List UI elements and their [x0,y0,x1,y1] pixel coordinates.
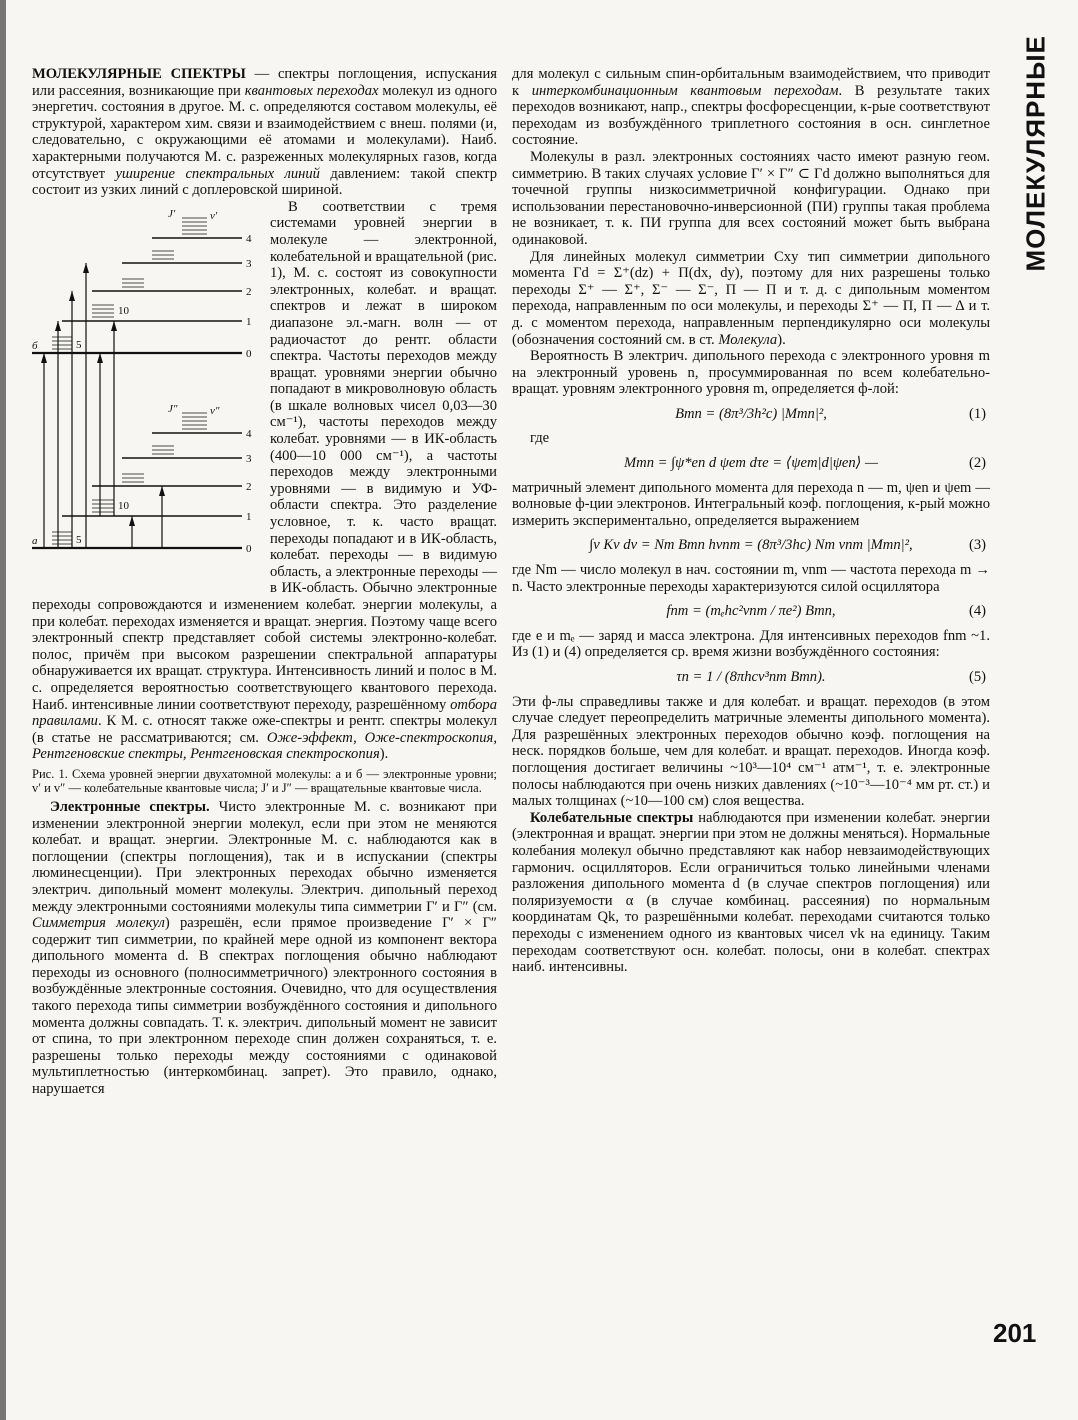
paragraph-vibrational: Колебательные спектры наблюдаются при изменении колебат. энергии (электронная и вращат. энергии при этом не должны меняться). Нормальные колебания молекул обычно представляют как набор невзаимодействующих гармонич. осцилляторов. Если ограничиться только линейными членами разложения дипольного момента d (в случае спектров поглощения) или поляризуемости α (в случае комбинац. рассеяния) по нормальным координатам Qk, то разрешёнными колебат. переходами считаются только переходы с изменением одного из квантовых чисел vk на единицу. Таким переходам соответствуют осн. колебат. полосы, они в колебат. спектрах наиб. интенсивны. [512,809,991,976]
v-lower-label: v″ [210,404,220,417]
link-molecule[interactable]: Молекула [718,331,778,348]
equation-2-number: (2) [968,455,986,472]
paragraph-probability: Вероятность B электрич. дипольного перехода с электронного уровня m на электронный уровень n, просуммированная по всем колебательно-вращат. уровням электронного уровня m, определяется ф-лой: [512,348,990,398]
paragraph-electronic: Электронные спектры. Чисто электронные М. с. возникают при изменении электронной энергии молекул, если при этом не меняются колебат. и вращат. энергии. Электронные М. с. наблюдаются как в поглощении (спектры поглощения), так и в испускании (спектры люминесценции). При электронных переходах обычно изменяется электрич. дипольный момент молекулы. Электрич. дипольный переход между электронными состояниями молекулы типа симметрии Γ′ и Γ″ (см. Симметрия молекул) разрешён, если прямое произведение Γ′ × Γ″ содержит тип симметрии, по крайней мере одной из компонент вектора дипольного момента d. В спектрах поглощения обычно наблюдают переходы из основного (полносимметричного) электронного состояния в возбуждённые электронные состояния. Очевидно, что для осуществления такого перехода типы симметрии возбуждённого состояния и дипольного момента должны совпадать. Т. к. электрич. дипольный момент не зависит от спина, то при электронном переходе спин должен сохраняться, т. е. разрешены только переходы между состояниями с одинаковой мультиплетностью (интеркомбинац. запрет). Это правило, однако, нарушается [32,798,498,1098]
v-upper-4: 4 [246,232,252,245]
j-number-upper-10: 10 [118,304,129,317]
sidebar-title: МОЛЕКУЛЯРНЫЕ [1020,35,1051,272]
link-selection-rules[interactable]: отбора правилами [32,696,497,730]
sidebar-heading [1008,35,1064,282]
state-b-label: б [32,339,38,352]
j-number-upper-5: 5 [76,338,82,351]
paragraph-lifetime: где e и mₑ — заряд и масса электрона. Для интенсивных переходов fnm ~1. Из (1) и (4) определяется ср. время жизни возбуждённого состояния: [512,627,990,661]
equation-1-number: (1) [968,405,986,422]
section-heading-vibrational: Колебательные спектры [530,809,694,826]
v-upper-label: v′ [210,209,218,222]
paragraph-matrix-element: матричный элемент дипольного момента для перехода n — m, ψen и ψem — волновые ф-ции электронов. Интегральный коэф. поглощения, к-рый можно измерить экспериментально, определяется выражением [512,479,990,529]
figure-energy-levels [32,203,262,593]
link-auger[interactable]: Оже-эффект, Оже-спектроскопия, Рентгеновские спектры, Рентгеновская спектроскопия [32,729,497,763]
equation-4-number: (4) [968,603,986,620]
j-number-10: 10 [118,499,129,512]
v-lower-2: 2 [246,480,252,493]
word-where: где [530,430,550,447]
link-quantum-transitions[interactable]: квантовых переходах [244,82,379,99]
paragraph-levels: а б 0 1 2 3 4 0 1 2 3 4 v′ v″ J′ J″ 5 10 5 10 В соответствии с тремя системами уровней энергии в молекуле — электронной, колебательной и вращательной (рис. 1), М. с. состоят из совокупности электронных, колебат. и вращат. спектров и лежат в широком диапазоне эл.-магн. волн — от радиочастот до рентг. области спектра. Частоты переходов между вращат. уровнями энергии обычно попадают в микроволновую область (в шкале волновых чисел 0,03—30 см⁻¹), частоты переходов между колебат. уровнями — в ИК-область (400—10 000 см⁻¹), а частоты переходов между электронными уровнями — в видимую и УФ-области спектра. Это разделение условное, т. к. часто вращат. переходы попадают и в ИК-область, колебат. переходы — в видимую область, а электронные переходы — в ИК-область. Обычно электронные переходы сопровождаются и изменением колебат. энергии молекулы, а при колебат. переходах изменяется и вращат. энергия. Поэтому чаще всего электронный спектр представляет собой системы электронно-колебат. полос, причём при высоком разрешении спектральной аппаратуры обнаруживается их вращат. структура. Интенсивность линий и полос в М. с. определяется вероятностью соответствующего квантового перехода. Наиб. интенсивные линии соответствуют переходу, разрешённому отбора правилами. К М. с. относят также оже-спектры и рентг. спектры молекул (в статье не рассматриваются; см. Оже-эффект, Оже-спектроскопия, Рентгеновские спектры, Рентгеновская спектроскопия). [32,198,498,763]
equation-1: Bmn = (8π³/3h²c) |Mmn|², (1) [675,405,986,422]
link-symmetry[interactable]: Симметрия молекул [32,915,165,932]
equation-4: fnm = (mₑhc²νnm / πe²) Bmn, (4) [666,603,986,620]
equation-5-number: (5) [968,669,986,685]
right-column [512,66,990,976]
j-upper-label: J′ [168,207,176,220]
equation-3-number: (3) [968,537,986,554]
j-number-0: 5 [76,533,82,546]
v-lower-1: 1 [246,510,252,523]
link-line-broadening[interactable]: уширение спектральных линий [115,165,320,182]
article-title: МОЛЕКУЛЯРНЫЕ СПЕКТРЫ [32,66,246,82]
v-upper-1: 1 [246,315,252,328]
paragraph-linear: Для линейных молекул симметрии Cxy тип симметрии дипольного момента Γd = Σ⁺(dz) + Π(dx, dy), поэтому для них разрешены только переходы Σ⁺ — Σ⁺, Σ⁻ — Σ⁻, Π — Π и т. д. с дипольным моментом перехода, направленным по оси молекулы, и переходы Σ⁺ — Π, Π — Δ и т. д. с моментом перехода, направленным перпендикулярно оси молекулы (обозначения состояний см. в ст. Молекула). [512,248,990,348]
link-intercombination[interactable]: интеркомбинационным квантовым переходам [531,82,839,99]
paragraph-oscillator: где Nm — число молекул в нач. состоянии m, νnm — частота перехода m → n. Часто электронные переходы характеризуются силой осциллятора [512,562,990,595]
v-lower-3: 3 [246,452,252,465]
figure-caption: Рис. 1. Схема уровней энергии двухатомной молекулы: а и б — электронные уровни; v′ и v″ — колебательные квантовые числа; J′ и J″ — вращательные квантовые числа. [32,766,497,795]
paragraph-spin-orbit: для молекул с сильным спин-орбитальным взаимодействием, что приводит к интеркомбинационным квантовым переходам. В результате таких переходов возникают, напр., спектры фосфоресценции, к-рые соответствуют переходам из возбуждённого триплетного состояния в осн. синглетное состояние. [512,66,990,149]
v-lower-0: 0 [246,542,252,555]
page-edge-shadow [0,0,6,1420]
v-lower-4: 4 [246,427,252,440]
v-upper-0: 0 [246,347,252,360]
equation-5: τn = 1 / (8πhcν³nm Bmn). (5) [676,669,986,685]
section-heading-electronic: Электронные спектры. [50,798,210,815]
state-a-label: а [32,534,38,547]
v-upper-3: 3 [246,257,252,270]
equation-2: Mmn = ∫ψ*en d ψem dτe = ⟨ψem|d|ψen⟩ — (2) [624,455,986,472]
paragraph-geometry: Молекулы в разл. электронных состояниях часто имеют разную геом. симметрию. В таких случаях условие Γ′ × Γ″ ⊂ Γd должно выполняться для точечной группы низкосимметричной конфигурации. Однако при использовании перестановочно-инверсионной (ПИ) группы такая проблема не возникает, т. к. ПИ группа для всех состояний может быть выбрана одинаковой. [512,148,990,248]
left-column [32,66,497,1098]
energy-level-diagram [32,203,262,593]
j-lower-label: J″ [168,402,178,415]
v-upper-2: 2 [246,285,252,298]
paragraph-intro: МОЛЕКУЛЯРНЫЕ СПЕКТРЫ — спектры поглощения, испускания или рассеяния, возникающие при квантовых переходах молекул из одного энергетич. состояния в другое. М. с. определяются составом молекулы, её структурой, характером хим. связи и взаимодействием с внеш. полями (и, следовательно, с окружающими её атомами и молекулами). Наиб. характерными получаются М. с. разреженных молекулярных газов, когда отсутствует уширение спектральных линий давлением: такой спектр состоит из узких линий с доплеровской шириной. [32,66,498,199]
equation-3: ∫ν Kν dν = Nm Bmn hνnm = (8π³/3hc) Nm νnm |Mmn|², (3) [589,537,986,554]
paragraph-formulas-valid: Эти ф-лы справедливы также и для колебат. и вращат. переходов (в этом случае следует переопределить матричные элементы дипольного момента). Для разрешённых электронных переходов обычно коэф. поглощения на неск. порядков больше, чем для колебат. и вращат. переходов. Иногда коэф. поглощения достигает величины ~10³—10⁴ см⁻¹ атм⁻¹, т. е. электронные полосы наблюдаются при очень низких давлениях (~10⁻³—10⁻⁴ мм рт. ст.) и малых толщинах (~10—100 см) слоя вещества. [512,693,990,810]
page-number: 201 [993,1318,1037,1348]
